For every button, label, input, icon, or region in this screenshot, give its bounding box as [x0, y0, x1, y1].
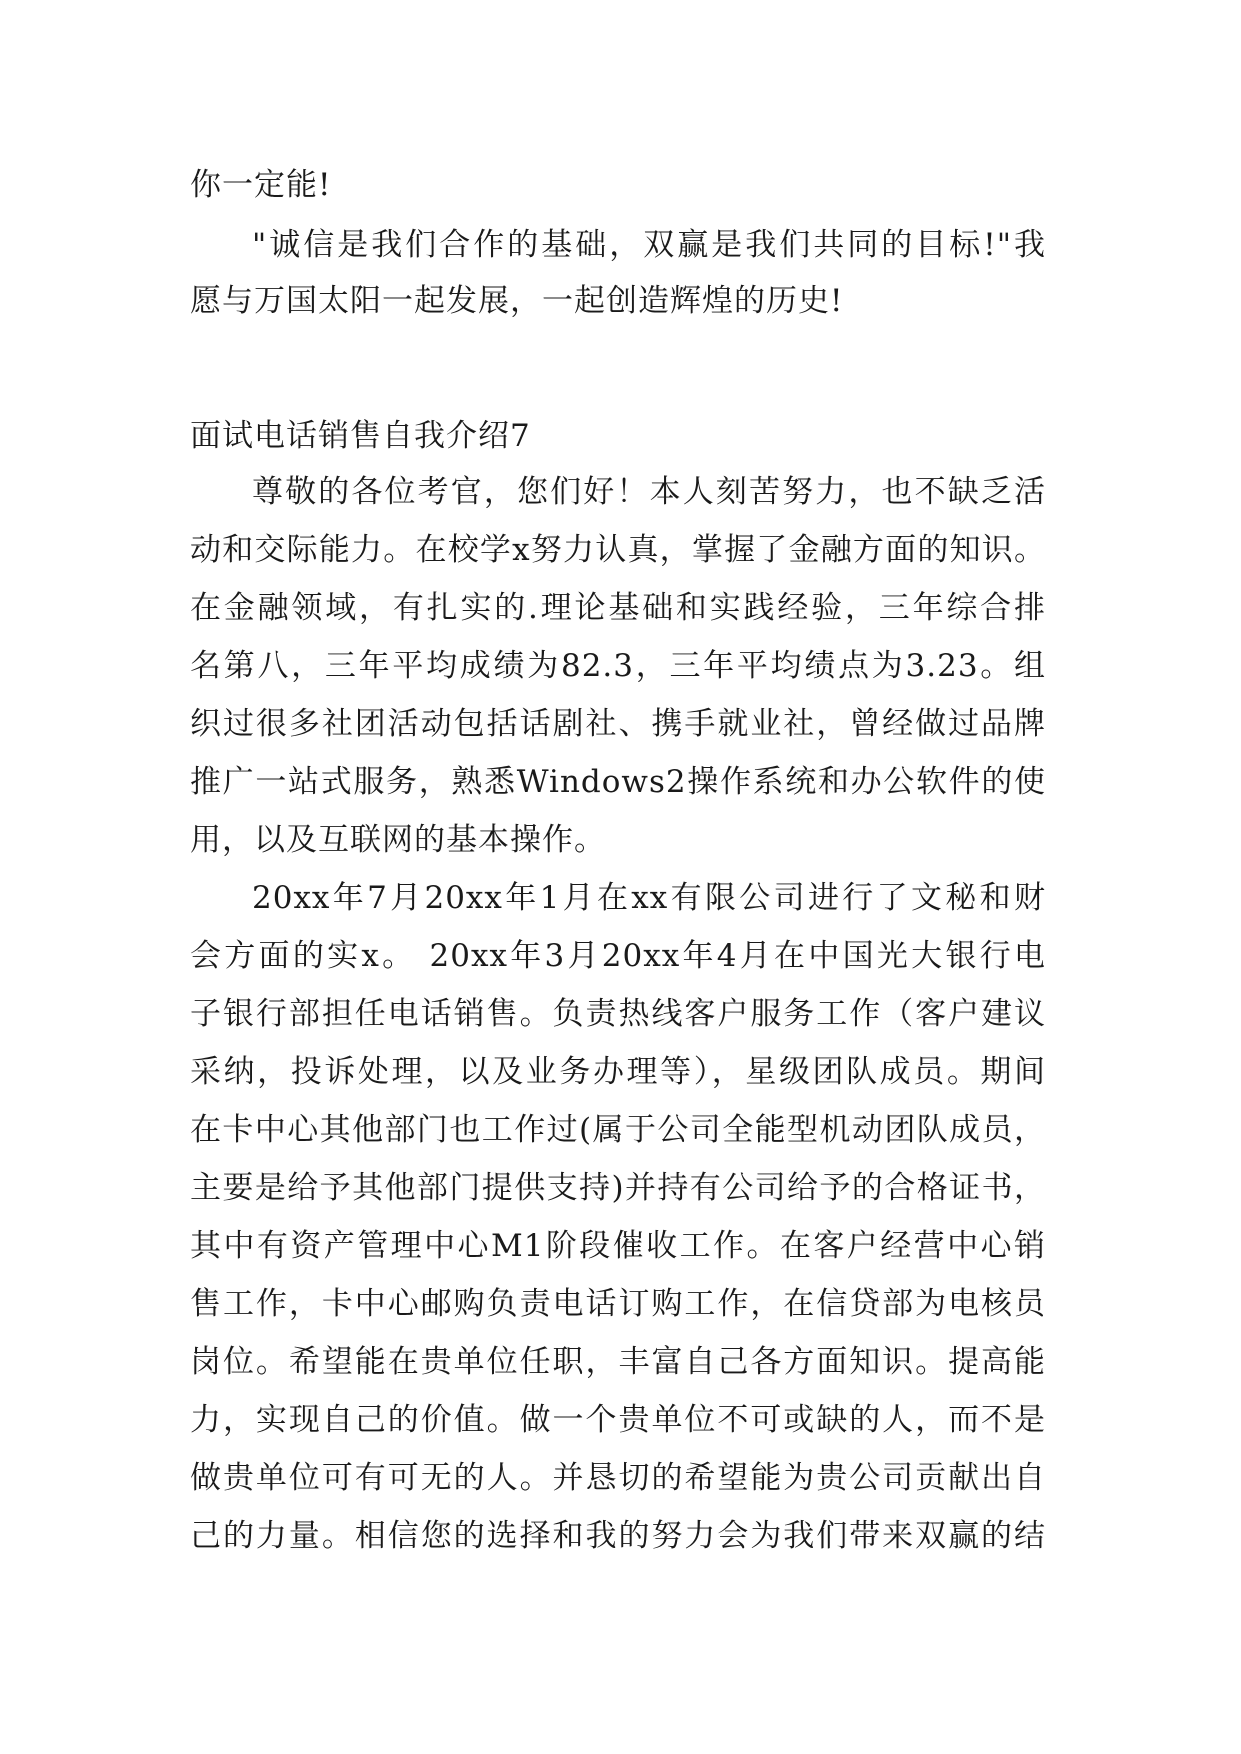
text-line: 子银行部担任电话销售。负责热线客户服务工作（客户建议 [190, 996, 1046, 1032]
text-line: 动和交际能力。在校学x努力认真，掌握了金融方面的知识。 [190, 532, 1046, 568]
text-line: 做贵单位可有可无的人。并恳切的希望能为贵公司贡献出自 [190, 1460, 1046, 1496]
text-line: 采纳，投诉处理，以及业务办理等），星级团队成员。期间 [190, 1054, 1046, 1090]
text-line: 岗位。希望能在贵单位任职，丰富自己各方面知识。提高能 [190, 1344, 1046, 1380]
text-line: 你一定能! [190, 167, 332, 203]
text-line: 推广一站式服务，熟悉Windows2操作系统和办公软件的使 [190, 764, 1046, 800]
text-line: 织过很多社团活动包括话剧社、携手就业社，曾经做过品牌 [190, 706, 1046, 742]
text-line: 名第八，三年平均成绩为82.3，三年平均绩点为3.23。组 [190, 648, 1046, 684]
text-line: 其中有资产管理中心M1阶段催收工作。在客户经营中心销 [190, 1228, 1046, 1264]
text-line: 在金融领域，有扎实的.理论基础和实践经验，三年综合排 [190, 590, 1046, 626]
text-line: 主要是给予其他部门提供支持)并持有公司给予的合格证书， [190, 1170, 1046, 1206]
text-line: 20xx年7月20xx年1月在xx有限公司进行了文秘和财 [252, 880, 1046, 916]
text-line: 力，实现自己的价值。做一个贵单位不可或缺的人，而不是 [190, 1402, 1046, 1438]
text-line: 售工作，卡中心邮购负责电话订购工作，在信贷部为电核员 [190, 1286, 1046, 1322]
section-heading: 面试电话销售自我介绍7 [190, 418, 531, 454]
text-line: "诚信是我们合作的基础，双赢是我们共同的目标!"我 [252, 227, 1046, 263]
text-line: 会方面的实x。 20xx年3月20xx年4月在中国光大银行电 [190, 938, 1046, 974]
text-line: 在卡中心其他部门也工作过(属于公司全能型机动团队成员， [190, 1112, 1046, 1148]
text-line: 用，以及互联网的基本操作。 [190, 822, 606, 858]
text-line: 尊敬的各位考官，您们好！本人刻苦努力，也不缺乏活 [252, 474, 1046, 510]
text-line: 愿与万国太阳一起发展，一起创造辉煌的历史! [190, 283, 844, 319]
text-line: 己的力量。相信您的选择和我的努力会为我们带来双赢的结 [190, 1518, 1046, 1554]
